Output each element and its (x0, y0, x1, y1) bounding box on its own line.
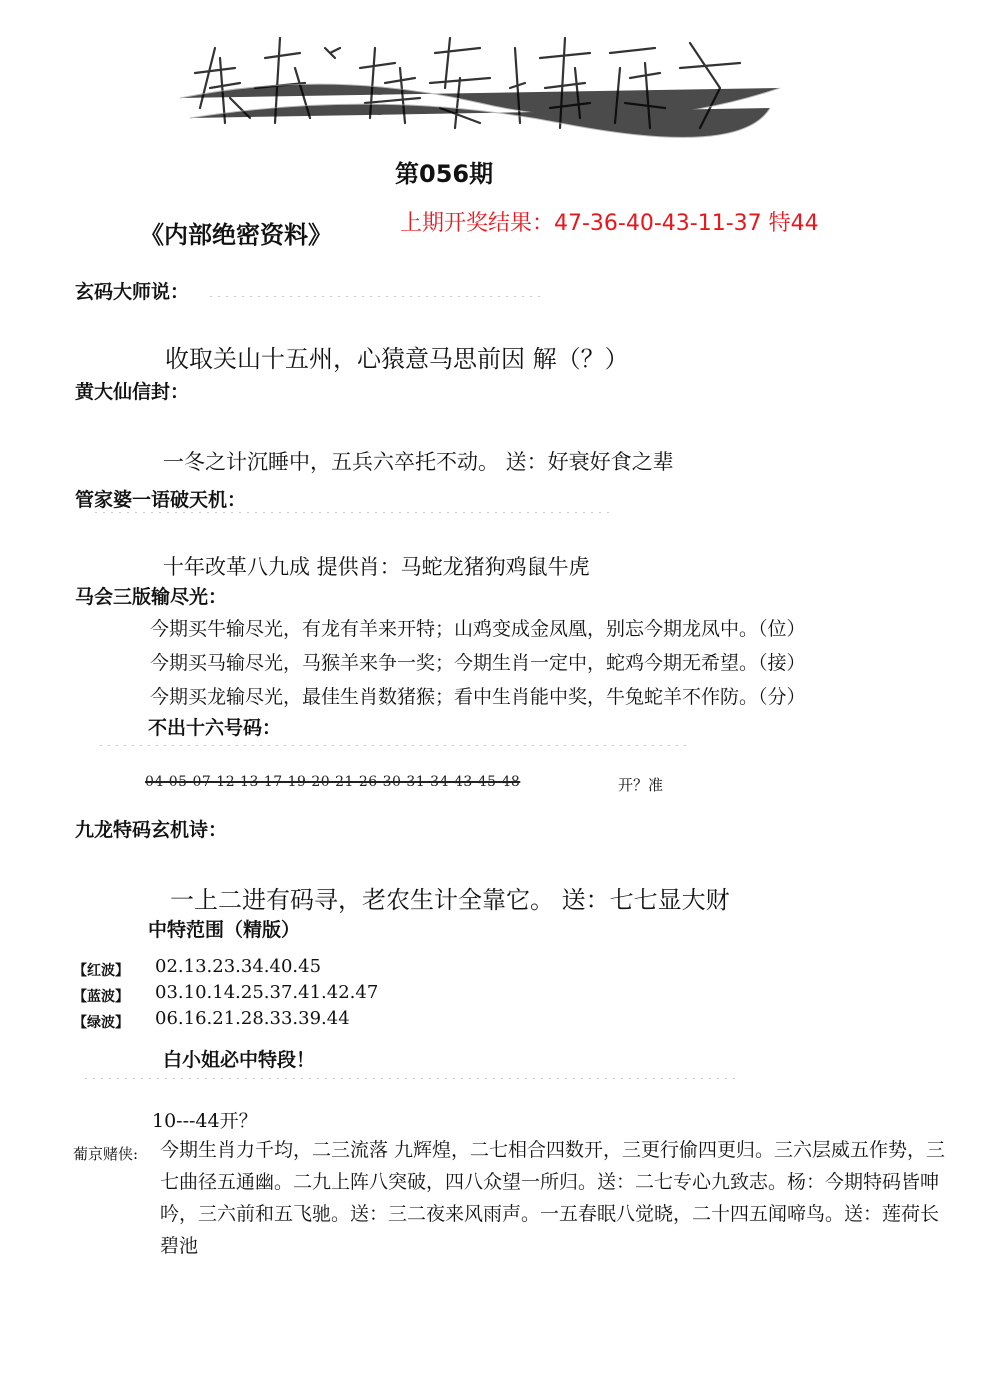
issue-number: 第056期 (395, 160, 494, 188)
heading-jiulong: 九龙特码玄机诗： (75, 819, 228, 841)
heading-guanjiapo: 管家婆一语破天机： (75, 489, 247, 511)
excluded-note: 开？准 (618, 776, 664, 794)
heading-range: 中特范围（精版） (148, 919, 301, 941)
title-artwork (180, 28, 780, 138)
heading-baixiaojie: 白小姐必中特段！ (163, 1049, 316, 1071)
guanjiapo-text: 十年改革八九成 提供肖：马蛇龙猪狗鸡鼠牛虎 (163, 555, 590, 579)
heading-mahui: 马会三版输尽光： (75, 586, 228, 608)
huangdaxian-text: 一冬之计沉睡中，五兵六卒托不动。 送：好衰好食之辈 (163, 450, 674, 474)
heading-buchu: 不出十六号码： (148, 717, 282, 739)
divider (95, 512, 615, 513)
mahui-line: 今期买马输尽光，马猴羊来争一奖；今期生肖一定中，蛇鸡今期无希望。（接） (150, 652, 806, 674)
mahui-line: 今期买牛输尽光，有龙有羊来开特；山鸡变成金凤凰，别忘今期龙凤中。（位） (150, 618, 806, 640)
heading-xuanma: 玄码大师说： (75, 281, 190, 303)
jiulong-text: 一上二进有码寻，老农生计全靠它。 送：七七显大财 (170, 886, 730, 914)
subtitle: 《内部绝密资料》 (140, 220, 332, 249)
baixiaojie-text: 10---44开？ (152, 1110, 258, 1132)
wave-numbers-red: 02.13.23.34.40.45 (155, 956, 322, 977)
mahui-line: 今期买龙输尽光，最佳生肖数猪猴；看中生肖能中奖，牛兔蛇羊不作防。（分） (150, 686, 806, 708)
pujing-label: 葡京赌侠: (73, 1145, 139, 1163)
pujing-text: 今期生肖力千均，二三流落 九辉煌，二七相合四数开，三更行偷四更归。三六层威五作势，三七曲径五通幽。二九上阵八突破，四八众望一所归。送：二七专心九致志。杨：今期特码皆呻吟，三六前和五飞驰。送：三二夜来风雨声。一五春眠八觉晓，二十四五闻啼鸟。送：莲荷长碧池 (160, 1139, 946, 1257)
wave-numbers-green: 06.16.21.28.33.39.44 (155, 1008, 350, 1029)
wave-label-blue: 【蓝波】 (73, 989, 129, 1005)
wave-label-red: 【红波】 (73, 963, 129, 979)
last-draw-result: 上期开奖结果：47-36-40-43-11-37 特44 (400, 211, 819, 236)
wave-numbers-blue: 03.10.14.25.37.41.42.47 (155, 982, 379, 1003)
title-calligraphy-graphic (180, 28, 780, 138)
xuanma-text: 收取关山十五州，心猿意马思前因 解（？） (165, 345, 629, 373)
wave-label-green: 【绿波】 (73, 1015, 129, 1031)
divider (100, 745, 690, 746)
divider (85, 1078, 735, 1079)
excluded-numbers: 04 05 07 12 13 17 19 20 21 26 30 31 34 43 45 48 (145, 774, 521, 790)
heading-huangdaxian: 黄大仙信封： (75, 381, 190, 403)
divider (210, 296, 540, 297)
